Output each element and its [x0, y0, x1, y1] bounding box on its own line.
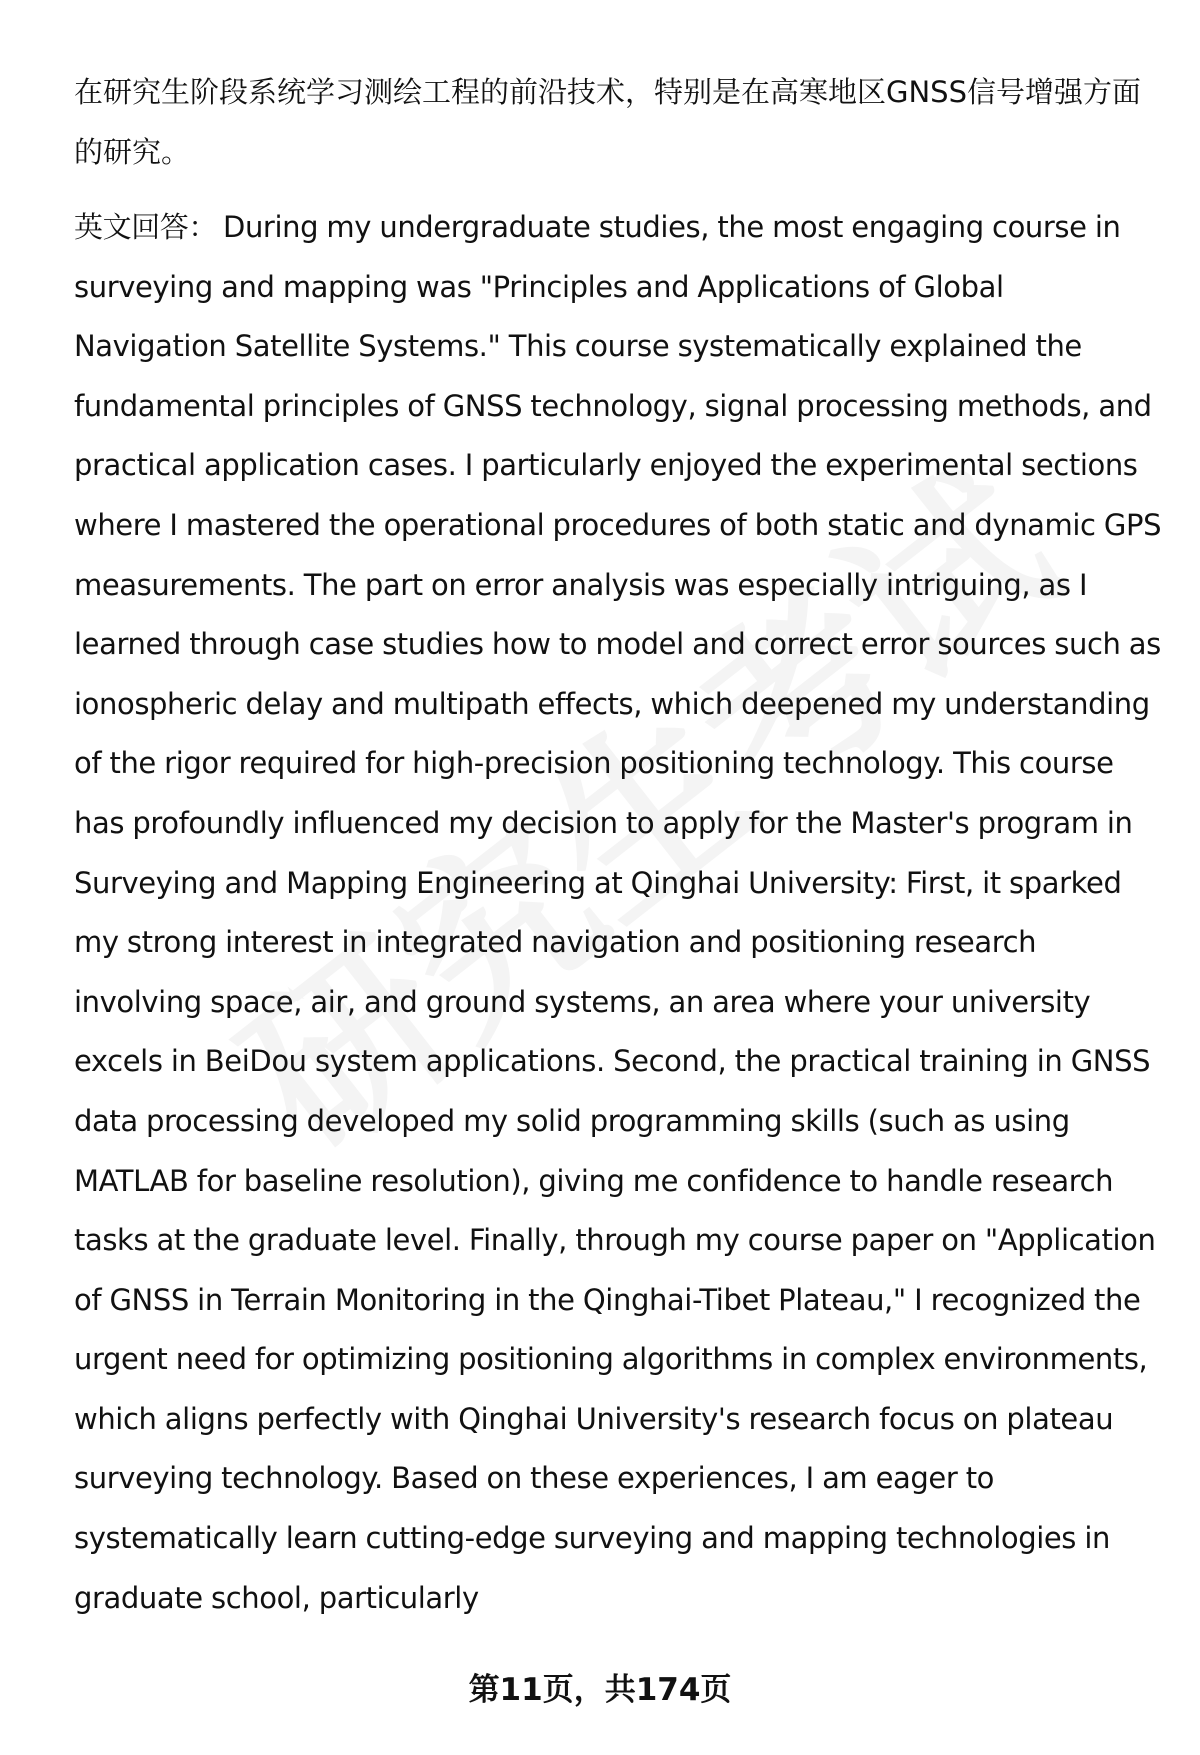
page-indicator: 第11页，共174页: [468, 1672, 732, 1708]
intro-paragraph: 在研究生阶段系统学习测绘工程的前沿技术，特别是在高寒地区GNSS信号增强方面的研究。: [74, 75, 1141, 169]
document-page: [74, 62, 1164, 1628]
answer-paragraph: [74, 198, 1164, 1628]
answer-text: During my undergraduate studies, the most engaging course in surveying and mapping was "Principles and Applications of Global Navigation Satellite Systems." This course systematically explained the fundamental principles of GNSS technology, signal processing methods, and practical application cases. I particularly enjoyed the experimental sections where I mastered the operational procedures of both static and dynamic GPS measurements. The part on error analysis was especially intriguing, as I learned through case studies how to model and correct error sources such as ionospheric delay and multipath effects, which deepened my understanding of the rigor required for high-precision positioning technology. This course has profoundly influenced my decision to apply for the Master's program in Surveying and Mapping Engineering at Qinghai University: First, it sparked my strong interest in integrated navigation and positioning research involving space, air, and ground systems, an area where your university excels in BeiDou system applications. Second, the practical training in GNSS data processing developed my solid programming skills (such as using MATLAB for baseline resolution), giving me confidence to handle research tasks at the graduate level. Finally, through my course paper on "Application of GNSS in Terrain Monitoring in the Qinghai-Tibet Plateau," I recognized the urgent need for optimizing positioning algorithms in complex environments, which aligns perfectly with Qinghai University's research focus on plateau surveying technology. Based on these experiences, I am eager to systematically learn cutting-edge surveying and mapping technologies in graduate school, particularly: [74, 210, 1162, 1615]
answer-label: 英文回答：: [74, 210, 218, 244]
